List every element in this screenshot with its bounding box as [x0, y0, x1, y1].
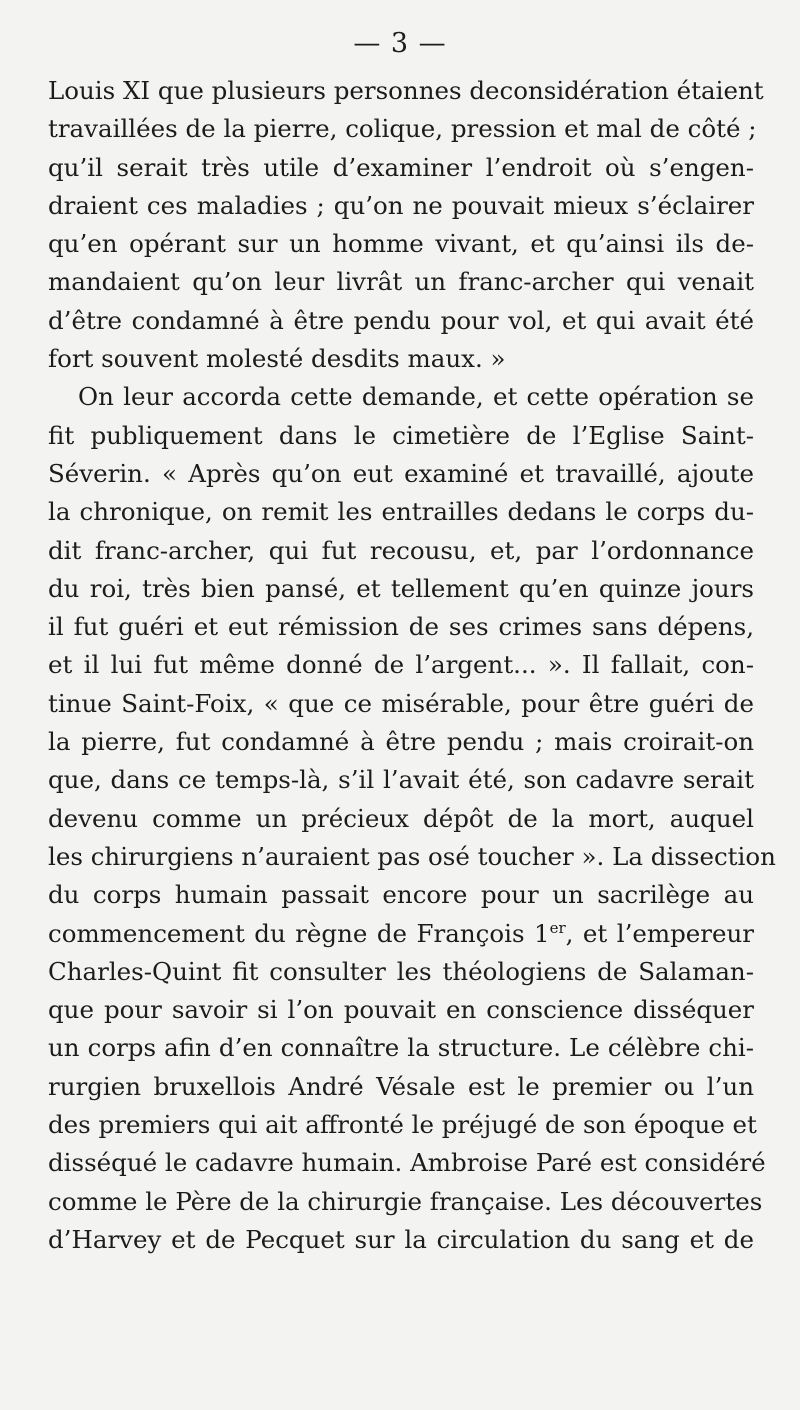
text-line: dit franc-archer, qui fut recousu, et, par l’ordonnance	[48, 535, 754, 565]
text-line: du corps humain passait encore pour un sacrilège au	[48, 880, 754, 910]
text-line	[48, 915, 754, 953]
text-line: devenu comme un précieux dépôt de la mort, auquel	[48, 803, 754, 833]
text-line: du roi, très bien pansé, et tellement qu’en quinze jours	[48, 573, 754, 603]
text-line: la chronique, on remit les entrailles dedans le corps du-	[48, 497, 754, 527]
text-line: draient ces maladies ; qu’on ne pouvait mieux s’éclairer	[48, 190, 754, 220]
text-line-end: , et l’empereur	[565, 918, 754, 948]
text-line: mandaient qu’on leur livrât un franc-archer qui venait	[48, 267, 754, 297]
text-line: il fut guéri et eut rémission de ses crimes sans dépens,	[48, 612, 754, 642]
text-line-start: commencement du règne de François 1	[48, 918, 550, 948]
text-line: que pour savoir si l’on pouvait en conscience disséquer	[48, 995, 754, 1025]
text-line: rurgien bruxellois André Vésale est le premier ou l’un	[48, 1071, 754, 1101]
text-line: comme le Père de la chirurgie française. Les découvertes	[48, 1186, 763, 1216]
text-line: d’Harvey et de Pecquet sur la circulation du sang et de	[48, 1224, 754, 1254]
text-line: d’être condamné à être pendu pour vol, et qui avait été	[48, 305, 754, 335]
text-line: Louis XI que plusieurs personnes deconsidération étaient	[48, 76, 764, 105]
text-line: que, dans ce temps-là, s’il l’avait été, son cadavre serait	[48, 765, 754, 795]
text-line: des premiers qui ait affronté le préjugé de son époque et	[48, 1110, 757, 1140]
ordinal-superscript: er	[549, 918, 566, 937]
text-line: la pierre, fut condamné à être pendu ; mais croirait-on	[48, 727, 754, 757]
text-line: fort souvent molesté desdits maux. »	[48, 344, 506, 374]
body-text	[48, 72, 776, 1259]
text-line: On leur accorda cette demande, et cette opération se	[78, 382, 754, 412]
text-line: Charles-Quint fit consulter les théologiens de Salaman-	[48, 956, 754, 986]
text-line: fit publiquement dans le cimetière de l’Eglise Saint-	[48, 420, 754, 450]
text-line: qu’en opérant sur un homme vivant, et qu’ainsi ils de-	[48, 229, 754, 259]
text-line: Séverin. « Après qu’on eut examiné et travaillé, ajoute	[48, 458, 754, 488]
text-line: les chirurgiens n’auraient pas osé toucher ». La dissection	[48, 841, 776, 871]
text-line: disséqué le cadavre humain. Ambroise Paré est considéré	[48, 1148, 766, 1178]
text-line: et il lui fut même donné de l’argent... ». Il fallait, con-	[48, 650, 754, 680]
text-line: un corps afin d’en connaître la structure. Le célèbre chi-	[48, 1033, 754, 1063]
text-line: tinue Saint-Foix, « que ce misérable, pour être guéri de	[48, 688, 754, 718]
text-line: travaillées de la pierre, colique, pression et mal de côté ;	[48, 114, 757, 144]
text-line: qu’il serait très utile d’examiner l’endroit où s’engen-	[48, 152, 754, 182]
page-number: — 3 —	[353, 28, 447, 59]
